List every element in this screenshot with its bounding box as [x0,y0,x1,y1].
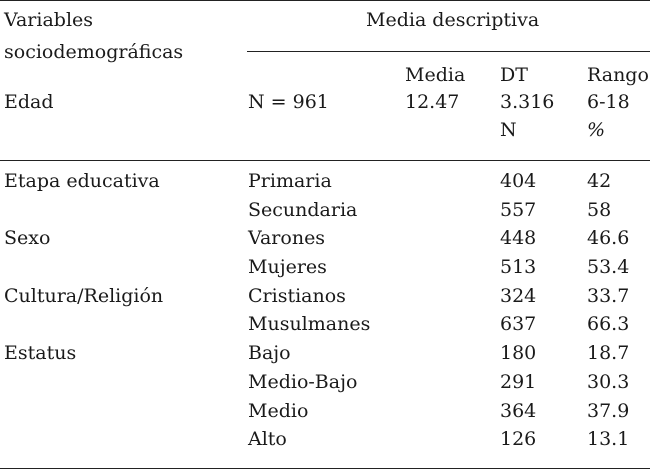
row-category: Secundaria [248,199,358,221]
row-category: Cristianos [248,285,346,307]
row-pct: 33.7 [587,285,630,307]
row-n: 126 [500,428,537,450]
n-header: N [500,119,517,141]
pct-header: % [587,119,606,141]
group-label: Estatus [4,342,77,364]
variables-header-line1: Variables [4,9,94,31]
row-pct: 46.6 [587,227,630,249]
row-pct: 18.7 [587,342,630,364]
header-bottom-rule [0,160,650,161]
row-category: Bajo [248,342,291,364]
row-pct: 53.4 [587,256,630,278]
rango-value: 6-18 [587,91,630,113]
row-category: Alto [248,428,287,450]
row-category: Mujeres [248,256,327,278]
group-label: Sexo [4,227,51,249]
top-rule [0,0,650,1]
row-category: Musulmanes [248,313,371,335]
edad-label: Edad [4,91,54,113]
row-n: 364 [500,400,537,422]
row-n: 291 [500,371,537,393]
bottom-rule [0,468,650,469]
row-n: 404 [500,170,537,192]
rango-header: Rango [587,64,649,86]
variables-header-line2: sociodemográficas [4,41,184,63]
row-category: Varones [248,227,326,249]
group-title: Media descriptiva [366,9,540,31]
media-header: Media [405,64,466,86]
row-n: 448 [500,227,537,249]
row-pct: 37.9 [587,400,630,422]
row-pct: 58 [587,199,612,221]
row-category: Medio [248,400,309,422]
row-pct: 13.1 [587,428,630,450]
row-pct: 42 [587,170,612,192]
media-value: 12.47 [405,91,460,113]
group-label: Etapa educativa [4,170,160,192]
n-total: N = 961 [248,91,329,113]
row-pct: 30.3 [587,371,630,393]
row-n: 637 [500,313,537,335]
row-pct: 66.3 [587,313,630,335]
group-label: Cultura/Religión [4,285,164,307]
dt-header: DT [500,64,528,86]
row-n: 180 [500,342,537,364]
row-category: Primaria [248,170,332,192]
group-rule [247,51,650,52]
dt-value: 3.316 [500,91,555,113]
row-category: Medio-Bajo [248,371,358,393]
row-n: 513 [500,256,537,278]
row-n: 557 [500,199,537,221]
row-n: 324 [500,285,537,307]
